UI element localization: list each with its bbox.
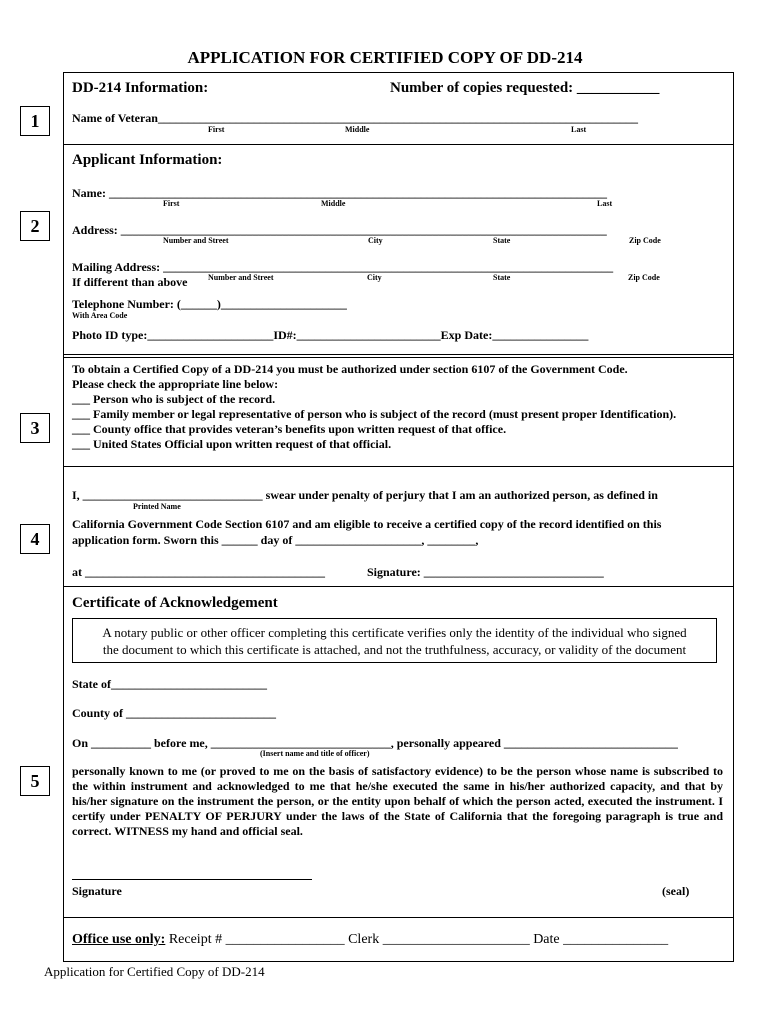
appearance-field[interactable]: On __________ before me, ______________________________, personally appeared _____________________________ <box>72 736 678 750</box>
mailing-address-note: If different than above <box>72 275 188 289</box>
oath-text: California Government Code Section 6107 and am eligible to receive a certified copy of the record identified on this <box>72 517 662 531</box>
oath-location-field[interactable]: at ________________________________________ <box>72 565 325 579</box>
page-title: APPLICATION FOR CERTIFIED COPY OF DD-214 <box>187 48 583 67</box>
acknowledgement-paragraph: personally known to me (or proved to me on the basis of satisfactory evidence) to be the person whose name is subscribed to the within instrument and acknowledged to me that he/she executed the same in his/her authorized capacity, and that by his/her signature on the instrument the person, or the entity upon behalf of which the person acted, executed the instrument. I certify under PENALTY OF PERJURY under the laws of the State of California that the foregoing paragraph is true and correct. WITNESS my hand and official seal. <box>72 764 723 838</box>
caption-city: City <box>367 273 382 282</box>
page-footer: Application for Certified Copy of DD-214 <box>44 964 265 979</box>
checkbox-option-subject[interactable]: ___ Person who is subject of the record. <box>72 392 276 406</box>
veteran-name-field[interactable]: Name of Veteran________________________________________________________________________________ <box>72 111 638 125</box>
photo-id-field[interactable]: Photo ID type:_____________________ID#:________________________Exp Date:________________ <box>72 328 589 342</box>
authorization-intro: To obtain a Certified Copy of a DD-214 you must be authorized under section 6107 of the Government Code. <box>72 362 628 376</box>
oath-signature-field[interactable]: Signature: ______________________________ <box>367 565 604 579</box>
office-use-row <box>72 932 668 948</box>
divider <box>63 466 733 467</box>
acknowledgement-heading: Certificate of Acknowledgement <box>72 595 278 611</box>
notary-notice-line: A notary public or other officer completing this certificate verifies only the identity of the individual who signed <box>102 625 687 640</box>
state-field[interactable]: State of__________________________ <box>72 677 267 691</box>
divider <box>63 917 733 918</box>
section-number-4: 4 <box>20 524 50 554</box>
telephone-field[interactable]: Telephone Number: (______)_____________________ <box>72 297 347 311</box>
sworn-date-field[interactable]: application form. Sworn this ______ day of _____________________, ________, <box>72 533 479 547</box>
applicant-heading: Applicant Information: <box>72 152 223 168</box>
address-field[interactable]: Address: _________________________________________________________________________________ <box>72 223 607 237</box>
copies-requested-field[interactable]: Number of copies requested: ___________ <box>390 80 660 96</box>
checkbox-option-family[interactable]: ___ Family member or legal representative of person who is subject of the record (must present proper Identification). <box>72 407 677 421</box>
notary-notice-box <box>72 618 717 663</box>
applicant-name-field[interactable]: Name: ___________________________________________________________________________________ <box>72 186 607 200</box>
caption-last: Last <box>571 125 587 134</box>
divider <box>63 144 733 145</box>
divider <box>63 354 733 358</box>
notary-signature-label: Signature <box>72 884 122 898</box>
checkbox-option-federal[interactable]: ___ United States Official upon written request of that official. <box>72 437 392 451</box>
office-use-fields[interactable]: Receipt # _________________ Clerk _____________________ Date _______________ <box>168 932 669 947</box>
mailing-address-field[interactable]: Mailing Address: ___________________________________________________________________________ <box>72 260 614 274</box>
caption-middle: Middle <box>345 125 370 134</box>
caption-zip: Zip Code <box>628 273 660 282</box>
notary-signature-line[interactable] <box>72 879 312 880</box>
caption-state: State <box>493 236 511 245</box>
section-number-5: 5 <box>20 766 50 796</box>
dd214-heading: DD-214 Information: <box>72 80 209 96</box>
divider <box>63 586 733 587</box>
caption-first: First <box>163 199 180 208</box>
checkbox-option-county[interactable]: ___ County office that provides veteran’s benefits upon written request of that office. <box>72 422 507 436</box>
notary-notice-line: the document to which this certificate is attached, and not the truthfulness, accuracy, or validity of the document <box>102 642 687 657</box>
section-number-1: 1 <box>20 106 50 136</box>
caption-zip: Zip Code <box>629 236 661 245</box>
caption-middle: Middle <box>321 199 346 208</box>
section-number-2: 2 <box>20 211 50 241</box>
county-field[interactable]: County of _________________________ <box>72 706 277 720</box>
caption-last: Last <box>597 199 613 208</box>
caption-first: First <box>208 125 225 134</box>
caption-street: Number and Street <box>163 236 229 245</box>
caption-printed-name: Printed Name <box>133 502 181 511</box>
oath-printed-name-field[interactable]: I, ______________________________ swear under penalty of perjury that I am an authorized person, as defined in <box>72 488 658 502</box>
caption-street: Number and Street <box>208 273 274 282</box>
caption-area-code: With Area Code <box>72 311 128 320</box>
office-use-label: Office use only: <box>72 932 166 947</box>
section-number-3: 3 <box>20 413 50 443</box>
caption-state: State <box>493 273 511 282</box>
caption-city: City <box>368 236 383 245</box>
caption-officer: (Insert name and title of officer) <box>260 749 370 758</box>
authorization-instruction: Please check the appropriate line below: <box>72 377 279 391</box>
seal-label: (seal) <box>662 884 690 898</box>
